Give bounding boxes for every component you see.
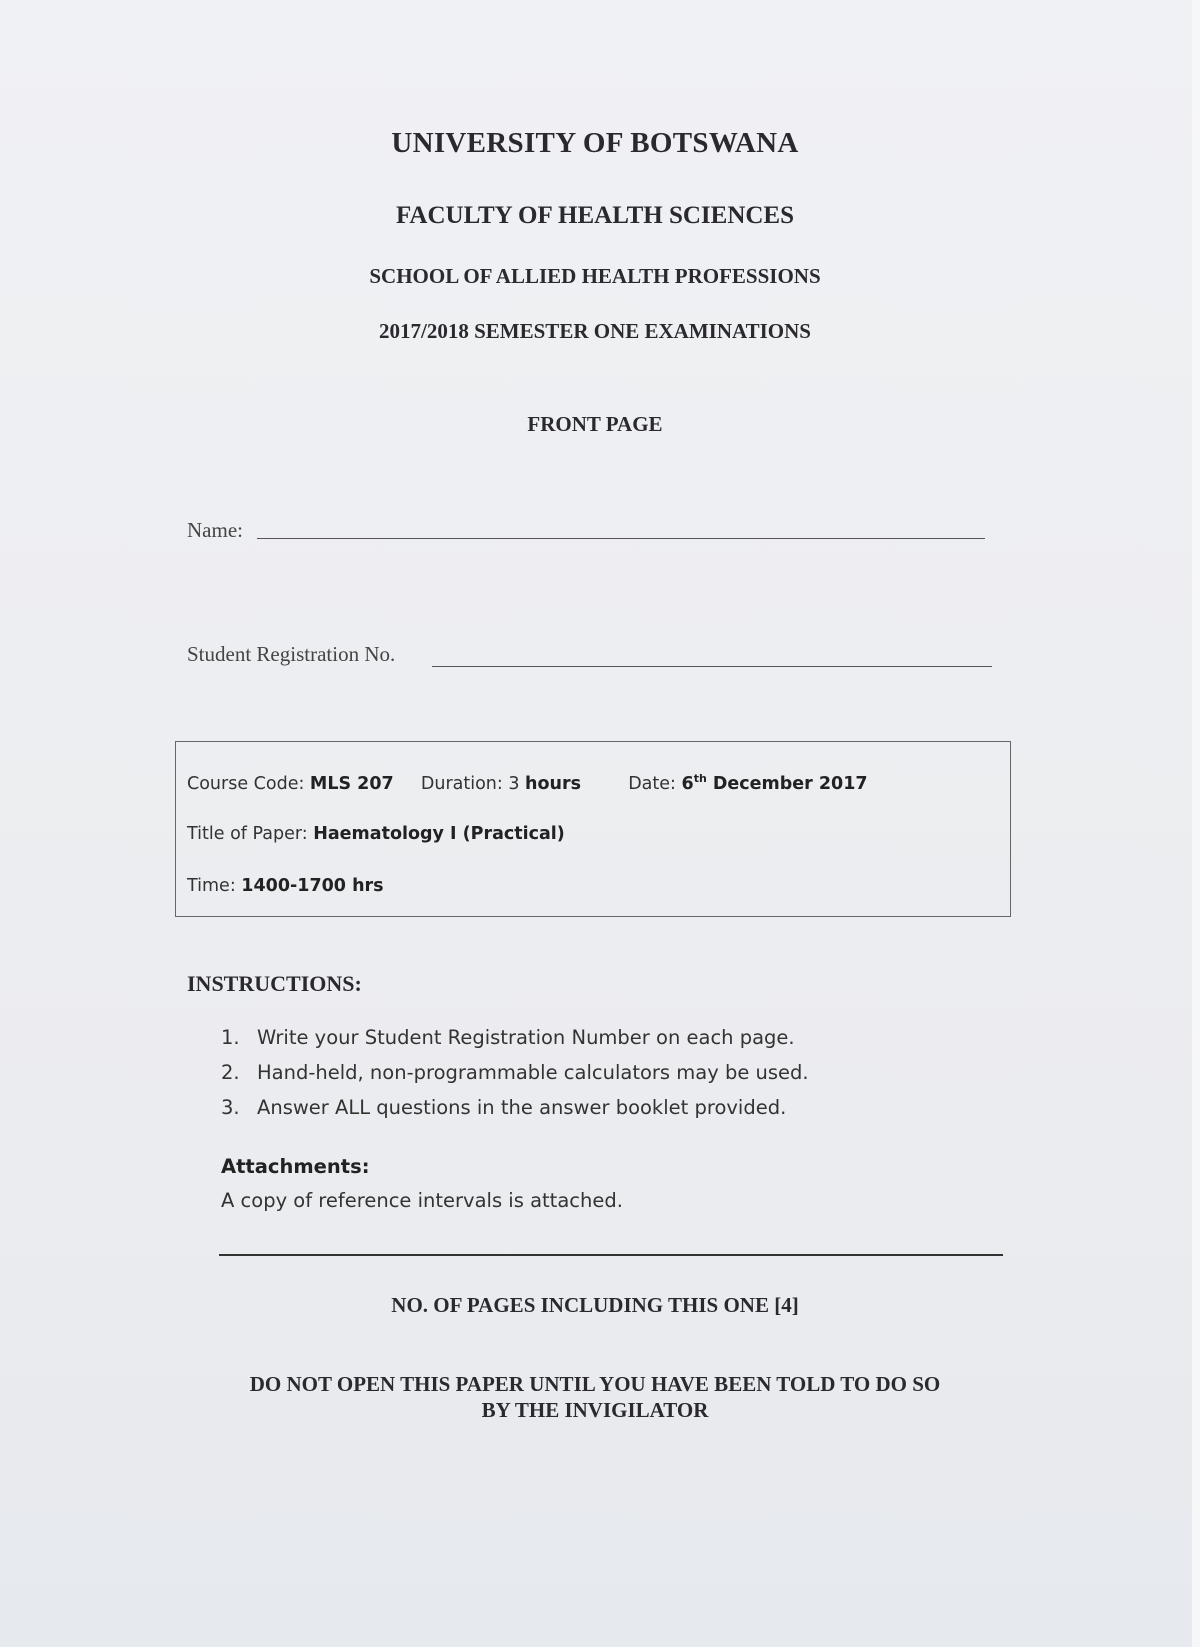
attachments-text: A copy of reference intervals is attached. [221, 1189, 623, 1212]
list-item: 2. Hand-held, non-programmable calculators may be used. [221, 1061, 809, 1084]
date-value: 6th December 2017 [681, 772, 868, 794]
course-info-box [175, 741, 1011, 917]
warning-line-1: DO NOT OPEN THIS PAPER UNTIL YOU HAVE BEEN TOLD TO DO SO [249, 1372, 941, 1396]
school-title: SCHOOL OF ALLIED HEALTH PROFESSIONS [369, 264, 821, 288]
duration-unit: hours [525, 773, 582, 794]
instructions-title: INSTRUCTIONS: [187, 971, 362, 996]
paper-title-row [187, 824, 565, 844]
divider [219, 1254, 1003, 1256]
registration-field [187, 642, 395, 667]
list-item: 3. Answer ALL questions in the answer booklet provided. [221, 1096, 787, 1119]
page-label: FRONT PAGE [527, 412, 663, 436]
university-title: UNIVERSITY OF BOTSWANA [391, 127, 799, 159]
duration-label: Duration: 3 [420, 773, 526, 794]
time-row [187, 876, 384, 896]
faculty-title: FACULTY OF HEALTH SCIENCES [395, 202, 795, 229]
course-code-label: Course Code: [187, 773, 310, 794]
registration-underline[interactable] [432, 666, 992, 667]
examination-title: 2017/2018 SEMESTER ONE EXAMINATIONS [379, 319, 811, 343]
instructions-list [221, 1020, 809, 1125]
course-row [187, 772, 868, 794]
warning-line-2: BY THE INVIGILATOR [481, 1398, 709, 1422]
name-underline[interactable] [257, 538, 985, 539]
time-value: 1400-1700 hrs [241, 876, 384, 896]
name-field [187, 518, 243, 543]
list-item: 1. Write your Student Registration Number on each page. [221, 1026, 795, 1049]
registration-label: Student Registration No. [187, 642, 396, 666]
attachments-title: Attachments: [221, 1155, 370, 1178]
page-count: NO. OF PAGES INCLUDING THIS ONE [4] [391, 1293, 799, 1317]
name-label: Name: [187, 518, 243, 542]
paper-title-label: Title of Paper: [187, 824, 314, 844]
date-label: Date: [628, 773, 682, 794]
course-code-value: MLS 207 [309, 773, 394, 794]
paper-title-value: Haematology I (Practical) [313, 824, 565, 844]
scan-edge [1192, 0, 1200, 1647]
time-label: Time: [187, 876, 242, 896]
